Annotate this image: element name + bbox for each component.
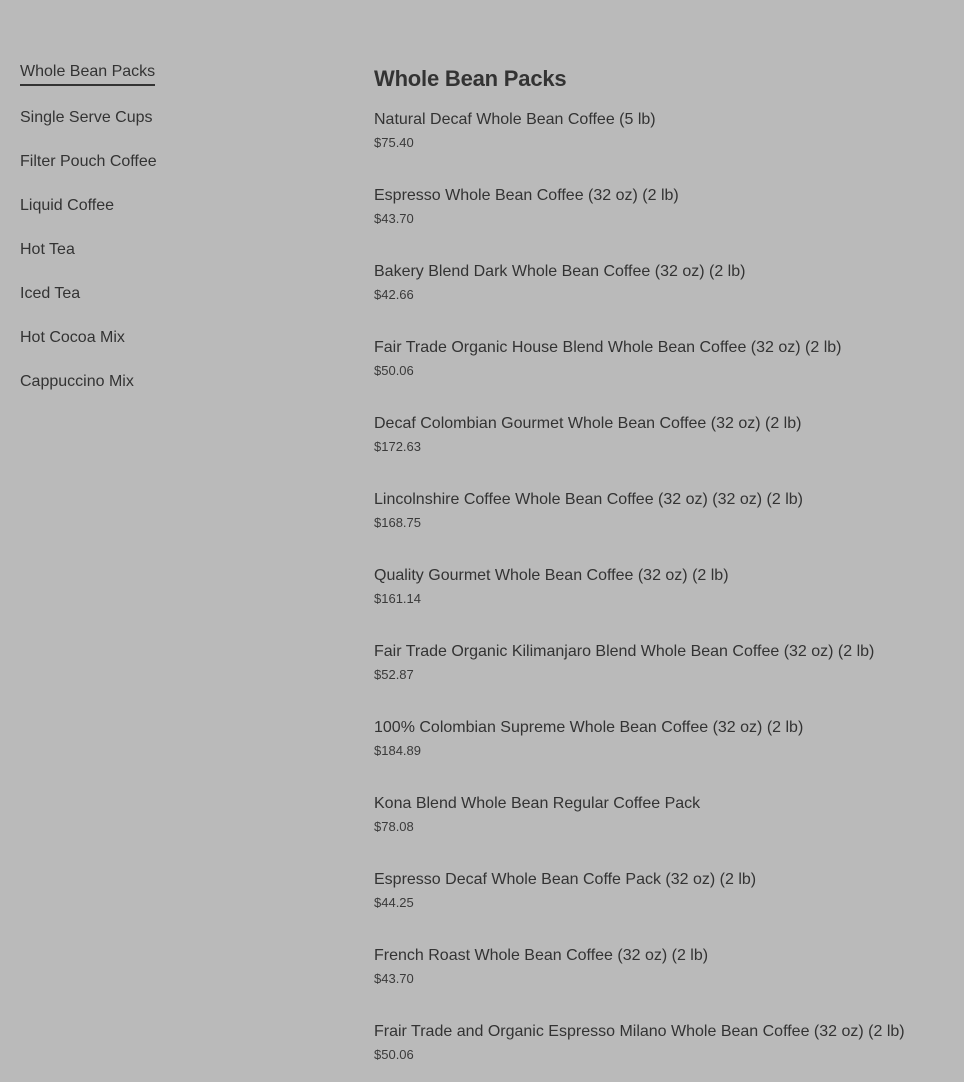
sidebar-item-whole-bean-packs[interactable]: Whole Bean Packs bbox=[20, 62, 155, 86]
sidebar-item-hot-cocoa-mix[interactable]: Hot Cocoa Mix bbox=[20, 329, 125, 346]
product-price: $42.66 bbox=[374, 287, 414, 302]
product-price: $52.87 bbox=[374, 667, 414, 682]
sidebar-item-liquid-coffee[interactable]: Liquid Coffee bbox=[20, 197, 114, 214]
sidebar-item-filter-pouch-coffee[interactable]: Filter Pouch Coffee bbox=[20, 153, 157, 170]
product-price: $78.08 bbox=[374, 819, 414, 834]
product-item bbox=[374, 186, 954, 262]
product-price: $43.70 bbox=[374, 971, 414, 986]
product-item bbox=[374, 642, 954, 718]
product-name-link[interactable]: Quality Gourmet Whole Bean Coffee (32 oz) (2 lb) bbox=[374, 567, 729, 584]
product-item bbox=[374, 946, 954, 1022]
product-name-link[interactable]: 100% Colombian Supreme Whole Bean Coffee (32 oz) (2 lb) bbox=[374, 719, 804, 736]
product-item bbox=[374, 1022, 954, 1082]
product-price: $75.40 bbox=[374, 135, 414, 150]
product-item bbox=[374, 794, 954, 870]
product-price: $50.06 bbox=[374, 1047, 414, 1062]
product-price: $161.14 bbox=[374, 591, 421, 606]
page-title: Whole Bean Packs bbox=[374, 66, 567, 91]
product-item bbox=[374, 870, 954, 946]
product-name-link[interactable]: Natural Decaf Whole Bean Coffee (5 lb) bbox=[374, 111, 656, 128]
product-item bbox=[374, 414, 954, 490]
product-item bbox=[374, 338, 954, 414]
product-name-link[interactable]: Bakery Blend Dark Whole Bean Coffee (32 oz) (2 lb) bbox=[374, 263, 746, 280]
sidebar-item-wrapper-active bbox=[20, 62, 320, 108]
product-item bbox=[374, 718, 954, 794]
product-name-link[interactable]: Fair Trade Organic Kilimanjaro Blend Whole Bean Coffee (32 oz) (2 lb) bbox=[374, 643, 875, 660]
product-price: $50.06 bbox=[374, 363, 414, 378]
product-price: $44.25 bbox=[374, 895, 414, 910]
product-name-link[interactable]: Espresso Decaf Whole Bean Coffe Pack (32 oz) (2 lb) bbox=[374, 871, 757, 888]
product-item bbox=[374, 490, 954, 566]
product-list-section bbox=[374, 64, 954, 1082]
sidebar-item-hot-tea[interactable]: Hot Tea bbox=[20, 241, 75, 258]
product-name-link[interactable]: Frair Trade and Organic Espresso Milano Whole Bean Coffee (32 oz) (2 lb) bbox=[374, 1023, 905, 1040]
product-name-link[interactable]: French Roast Whole Bean Coffee (32 oz) (2 lb) bbox=[374, 947, 709, 964]
product-item bbox=[374, 262, 954, 338]
product-name-link[interactable]: Lincolnshire Coffee Whole Bean Coffee (32 oz) (32 oz) (2 lb) bbox=[374, 491, 803, 508]
product-name-link[interactable]: Decaf Colombian Gourmet Whole Bean Coffee (32 oz) (2 lb) bbox=[374, 415, 802, 432]
sidebar-item-single-serve-cups[interactable]: Single Serve Cups bbox=[20, 109, 153, 126]
sidebar-item-iced-tea[interactable]: Iced Tea bbox=[20, 285, 81, 302]
sidebar-item-cappuccino-mix[interactable]: Cappuccino Mix bbox=[20, 373, 134, 390]
product-price: $172.63 bbox=[374, 439, 421, 454]
product-item bbox=[374, 110, 954, 186]
product-price: $168.75 bbox=[374, 515, 421, 530]
product-price: $43.70 bbox=[374, 211, 414, 226]
product-name-link[interactable]: Kona Blend Whole Bean Regular Coffee Pack bbox=[374, 795, 701, 812]
product-price: $184.89 bbox=[374, 743, 421, 758]
product-name-link[interactable]: Fair Trade Organic House Blend Whole Bean Coffee (32 oz) (2 lb) bbox=[374, 339, 842, 356]
product-name-link[interactable]: Espresso Whole Bean Coffee (32 oz) (2 lb) bbox=[374, 187, 679, 204]
category-sidebar bbox=[20, 62, 320, 416]
product-item bbox=[374, 566, 954, 642]
